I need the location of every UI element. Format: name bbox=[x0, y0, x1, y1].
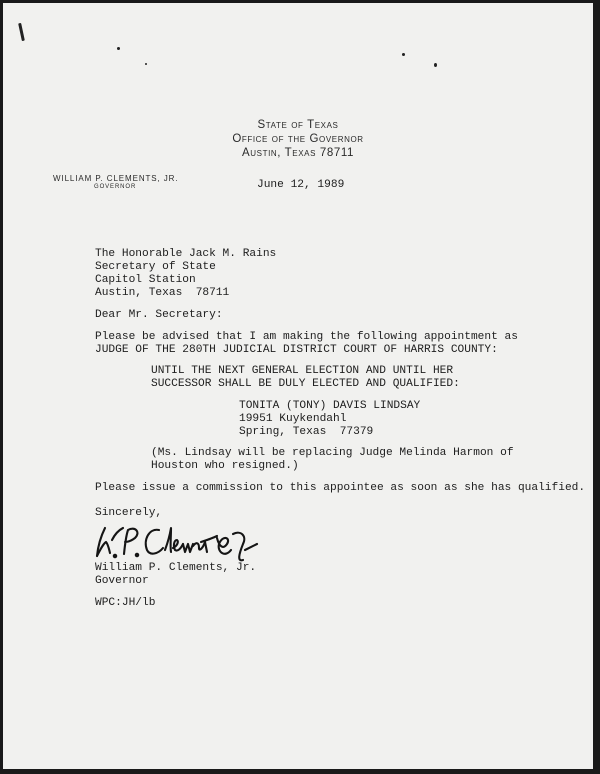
letterhead-office: Office of the Governor bbox=[232, 133, 364, 145]
recipient-line: Capitol Station bbox=[95, 274, 196, 286]
closing: Sincerely, bbox=[95, 507, 163, 519]
recipient-line: Secretary of State bbox=[95, 261, 216, 273]
governor-title: GOVERNOR bbox=[94, 184, 137, 190]
recipient-line: The Honorable Jack M. Rains bbox=[95, 248, 277, 260]
scan-speck bbox=[145, 63, 147, 65]
governor-name: WILLIAM P. CLEMENTS, JR. bbox=[53, 174, 179, 183]
letter-date: June 12, 1989 bbox=[257, 179, 345, 191]
letter-page bbox=[3, 3, 593, 769]
note-text: Houston who resigned.) bbox=[151, 460, 299, 472]
appointee-line: 19951 Kuykendahl bbox=[239, 413, 347, 425]
body-paragraph: JUDGE OF THE 280TH JUDICIAL DISTRICT COURT OF HARRIS COUNTY: bbox=[95, 344, 498, 356]
letterhead-state: State of Texas bbox=[257, 119, 339, 131]
appointee-line: TONITA (TONY) DAVIS LINDSAY bbox=[239, 400, 421, 412]
scan-speck bbox=[434, 63, 437, 67]
body-paragraph: Please be advised that I am making the following appointment as bbox=[95, 331, 518, 343]
reference-initials: WPC:JH/lb bbox=[95, 597, 156, 609]
term-text: UNTIL THE NEXT GENERAL ELECTION AND UNTIL HER bbox=[151, 365, 454, 377]
scan-speck bbox=[117, 47, 120, 50]
salutation: Dear Mr. Secretary: bbox=[95, 309, 223, 321]
request-text: Please issue a commission to this appointee as soon as she has qualified. bbox=[95, 482, 586, 494]
term-text: SUCCESSOR SHALL BE DULY ELECTED AND QUALIFIED: bbox=[151, 378, 460, 390]
signer-name: William P. Clements, Jr. bbox=[95, 562, 257, 574]
note-text: (Ms. Lindsay will be replacing Judge Melinda Harmon of bbox=[151, 447, 514, 459]
scan-speck bbox=[18, 23, 25, 41]
appointee-line: Spring, Texas 77379 bbox=[239, 426, 374, 438]
signature-image bbox=[91, 520, 261, 564]
scan-speck bbox=[402, 53, 405, 56]
recipient-line: Austin, Texas 78711 bbox=[95, 287, 230, 299]
letterhead-address: Austin, Texas 78711 bbox=[242, 147, 354, 159]
signer-title: Governor bbox=[95, 575, 149, 587]
